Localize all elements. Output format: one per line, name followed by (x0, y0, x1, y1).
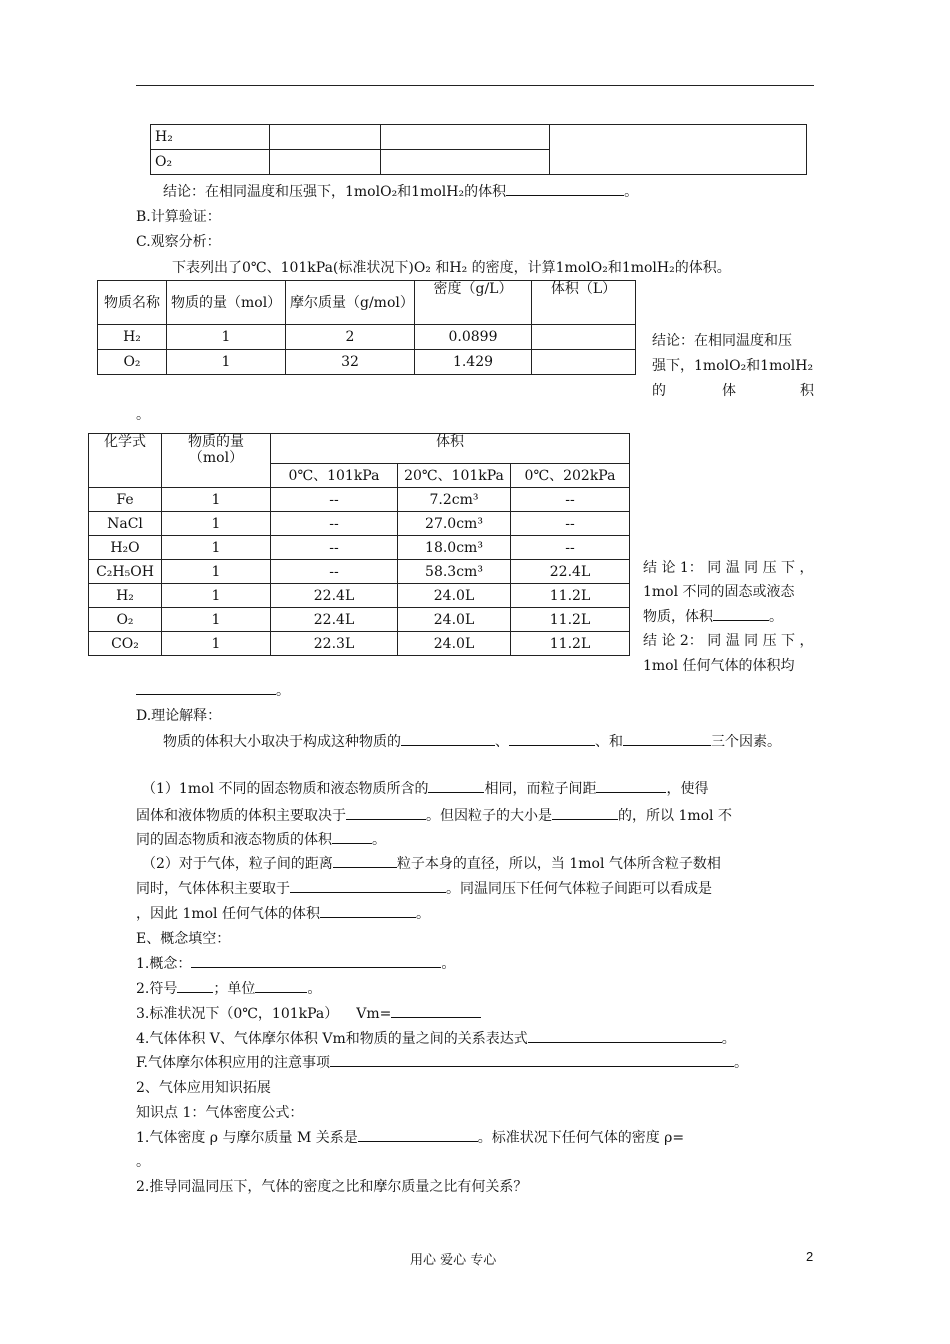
table-row (89, 584, 630, 608)
conclusion-c-l2: 强下，1molO₂和1molH₂ (652, 358, 814, 374)
t3-cell: 1 (162, 512, 271, 536)
text: ，使得 (666, 781, 709, 797)
t3-cell: C₂H₅OH (89, 560, 162, 584)
text: 3.标准状况下（0℃，101kPa） (136, 1006, 339, 1022)
table-continued (150, 124, 807, 175)
blank (320, 903, 416, 918)
conclusion-1c (643, 606, 783, 626)
t2-header: 物质名称 (98, 281, 167, 325)
t2-header: 体积（L） (532, 281, 636, 325)
blank (401, 731, 495, 746)
t3-subheader: 20℃、101kPa (398, 464, 511, 488)
t2-header: 物质的量（mol） (167, 281, 286, 325)
punct: 。 (769, 609, 783, 625)
t2-cell: O₂ (98, 350, 167, 375)
e4 (136, 1028, 736, 1048)
text: （1）1mol 不同的固态物质和液态物质所含的 (142, 781, 429, 797)
conclusion-c-w1: 的 (652, 383, 666, 399)
text: F.气体摩尔体积应用的注意事项 (136, 1055, 330, 1071)
d2 (142, 778, 708, 798)
blank (552, 805, 618, 820)
t3-cell: 22.4L (271, 584, 398, 608)
e3 (136, 1003, 481, 1023)
f1 (136, 1052, 748, 1072)
t3-cell: -- (511, 512, 630, 536)
d4 (136, 829, 386, 849)
text: （2）对于气体，粒子间的距离 (142, 856, 333, 872)
table-row (89, 560, 630, 584)
text: 同的固态物质和液态物质的体积 (136, 832, 332, 848)
section-c: C.观察分析： (136, 234, 221, 250)
text: 、 (495, 734, 509, 750)
blank (177, 978, 213, 993)
t3-cell: 1 (162, 632, 271, 656)
text: 。标准状况下任何气体的密度 ρ= (477, 1130, 685, 1146)
conclusion-a (163, 181, 638, 201)
t2-header: 密度（g/L） (415, 281, 532, 325)
t2-cell: 0.0899 (415, 325, 532, 350)
blank (332, 829, 372, 844)
blank (346, 805, 426, 820)
t2-cell (532, 325, 636, 350)
t3-subheader: 0℃、202kPa (511, 464, 630, 488)
text: 。 (441, 956, 456, 972)
text: 。 (721, 1031, 736, 1047)
t3-cell: 1 (162, 488, 271, 512)
blank (358, 1127, 478, 1142)
blank (330, 1052, 734, 1067)
text: 固体和液体物质的体积主要取决于 (136, 808, 346, 824)
table-row (89, 608, 630, 632)
t3-cell: 1 (162, 560, 271, 584)
conclusion-1b: 1mol 不同的固态或液态 (643, 584, 795, 600)
t1-cell (270, 150, 381, 175)
text: 物质的体积大小取决于构成这种物质的 (163, 734, 401, 750)
t3-cell: 22.4L (271, 608, 398, 632)
blank (596, 778, 666, 793)
text: 4.气体体积 V、气体摩尔体积 Vm和物质的量之间的关系表达式 (136, 1031, 528, 1047)
q2: 2.推导同温同压下，气体的密度之比和摩尔质量之比有何关系？ (136, 1179, 528, 1195)
t3-cell: O₂ (89, 608, 162, 632)
t1-cell (381, 150, 550, 175)
text: 。 (416, 906, 430, 922)
e2 (136, 978, 321, 998)
t3-cell: -- (271, 536, 398, 560)
t3-cell: -- (511, 536, 630, 560)
t2-cell: 32 (286, 350, 415, 375)
t3-cell: 22.3L (271, 632, 398, 656)
blank (528, 1028, 722, 1043)
header-rule (136, 85, 814, 86)
t3-cell: 27.0cm³ (398, 512, 511, 536)
blank (290, 878, 446, 893)
blank (506, 181, 624, 196)
blank (136, 680, 276, 695)
t3-header-volume: 体积 (271, 434, 630, 464)
page-number: 2 (806, 1249, 814, 1264)
t3-cell: 1 (162, 584, 271, 608)
q1 (136, 1127, 684, 1147)
text: 三个因素。 (711, 734, 781, 750)
blank (333, 853, 397, 868)
conclusion-c-w3: 积 (800, 383, 814, 399)
text: 、和 (595, 734, 623, 750)
conclusion-2a: 结 论 2： 同 温 同 压 下 ， (643, 633, 814, 649)
t2-cell: 1 (167, 325, 286, 350)
table-row (89, 536, 630, 560)
d6 (136, 878, 712, 898)
text: 的，所以 1mol 不 (618, 808, 732, 824)
t3-cell: -- (271, 488, 398, 512)
text: Vm= (356, 1006, 392, 1022)
text: 同时，气体体积主要取于 (136, 881, 290, 897)
punct: 。 (624, 184, 639, 200)
table-row (89, 512, 630, 536)
t1-conclusion-cell (550, 125, 807, 175)
conclusion-2b: 1mol 任何气体的体积均 (643, 658, 795, 674)
punct: 。 (276, 683, 290, 699)
section-e: E、概念填空： (136, 931, 231, 947)
t3-cell: H₂ (89, 584, 162, 608)
section-b: B.计算验证： (136, 209, 221, 225)
t2-cell (532, 350, 636, 375)
t3-cell: 58.3cm³ (398, 560, 511, 584)
t3-cell: 1 (162, 608, 271, 632)
blank (255, 978, 307, 993)
c-intro: 下表列出了0℃、101kPa(标准状况下)O₂ 和H₂ 的密度，计算1molO₂和1molH₂的体积。 (172, 260, 731, 276)
conclusion-2-blank (136, 680, 290, 700)
t1-row-o2-formula: O₂ (151, 150, 270, 175)
t3-cell: Fe (89, 488, 162, 512)
t1-row-h2-formula: H₂ (151, 125, 270, 150)
blank (428, 778, 484, 793)
text: 。同温同压下任何气体粒子间距可以看成是 (446, 881, 712, 897)
punct: 。 (136, 407, 150, 423)
conclusion-1a: 结 论 1： 同 温 同 压 下 ， (643, 560, 814, 576)
text: 。但因粒子的大小是 (426, 808, 552, 824)
s2: 2、气体应用知识拓展 (136, 1080, 271, 1096)
t3-cell: 18.0cm³ (398, 536, 511, 560)
blank (191, 953, 441, 968)
footer-motto: 用心 爱心 专心 (410, 1253, 497, 1268)
table-row (89, 632, 630, 656)
d5 (142, 853, 721, 873)
blank (509, 731, 595, 746)
e1 (136, 953, 455, 973)
t3-cell: -- (271, 560, 398, 584)
blank (623, 731, 711, 746)
k1: 知识点 1：气体密度公式： (136, 1105, 304, 1121)
t3-cell: 11.2L (511, 584, 630, 608)
t3-cell: 11.2L (511, 632, 630, 656)
t3-subheader: 0℃、101kPa (271, 464, 398, 488)
text: 。 (733, 1055, 748, 1071)
t3-cell: 24.0L (398, 584, 511, 608)
text: 。 (372, 832, 386, 848)
t3-cell: 11.2L (511, 608, 630, 632)
t1-cell (270, 125, 381, 150)
t3-cell: 24.0L (398, 608, 511, 632)
t1-cell (381, 125, 550, 150)
blank (713, 606, 769, 621)
text: 物质，体积 (643, 609, 713, 625)
text: 粒子本身的直径，所以，当 1mol 气体所含粒子数相 (396, 856, 721, 872)
t3-cell: CO₂ (89, 632, 162, 656)
t2-cell: H₂ (98, 325, 167, 350)
t3-cell: H₂O (89, 536, 162, 560)
t3-cell: 7.2cm³ (398, 488, 511, 512)
text: 2.符号 (136, 981, 178, 997)
conclusion-c-l1: 结论：在相同温度和压 (652, 333, 792, 349)
text: 。 (307, 981, 322, 997)
table-density (97, 280, 636, 375)
t2-cell: 1 (167, 350, 286, 375)
t2-header: 摩尔质量（g/mol） (286, 281, 415, 325)
t3-cell: -- (511, 488, 630, 512)
t3-cell: 24.0L (398, 632, 511, 656)
t3-cell: NaCl (89, 512, 162, 536)
text: 相同，而粒子间距 (484, 781, 597, 797)
q1-end: 。 (136, 1154, 150, 1170)
conclusion-c-w2: 体 (722, 383, 736, 399)
conclusion-a-text: 结论：在相同温度和压强下，1molO₂和1molH₂的体积 (163, 184, 507, 200)
table-row (89, 488, 630, 512)
t2-cell: 2 (286, 325, 415, 350)
text: 1.概念： (136, 956, 192, 972)
section-d: D.理论解释： (136, 708, 222, 724)
t3-cell: -- (271, 512, 398, 536)
text: 1.气体密度 ρ 与摩尔质量 M 关系是 (136, 1130, 358, 1146)
table-volume (88, 433, 630, 656)
blank (391, 1003, 481, 1018)
d1 (163, 731, 781, 751)
d3 (136, 805, 732, 825)
t3-cell: 1 (162, 536, 271, 560)
t3-cell: 22.4L (511, 560, 630, 584)
text: ，因此 1mol 任何气体的体积 (136, 906, 320, 922)
t3-header-amount: 物质的量（mol） (162, 434, 271, 488)
t2-cell: 1.429 (415, 350, 532, 375)
d7 (136, 903, 430, 923)
t3-body (89, 488, 630, 656)
text: ；单位 (213, 981, 256, 997)
t3-header-formula: 化学式 (89, 434, 162, 488)
